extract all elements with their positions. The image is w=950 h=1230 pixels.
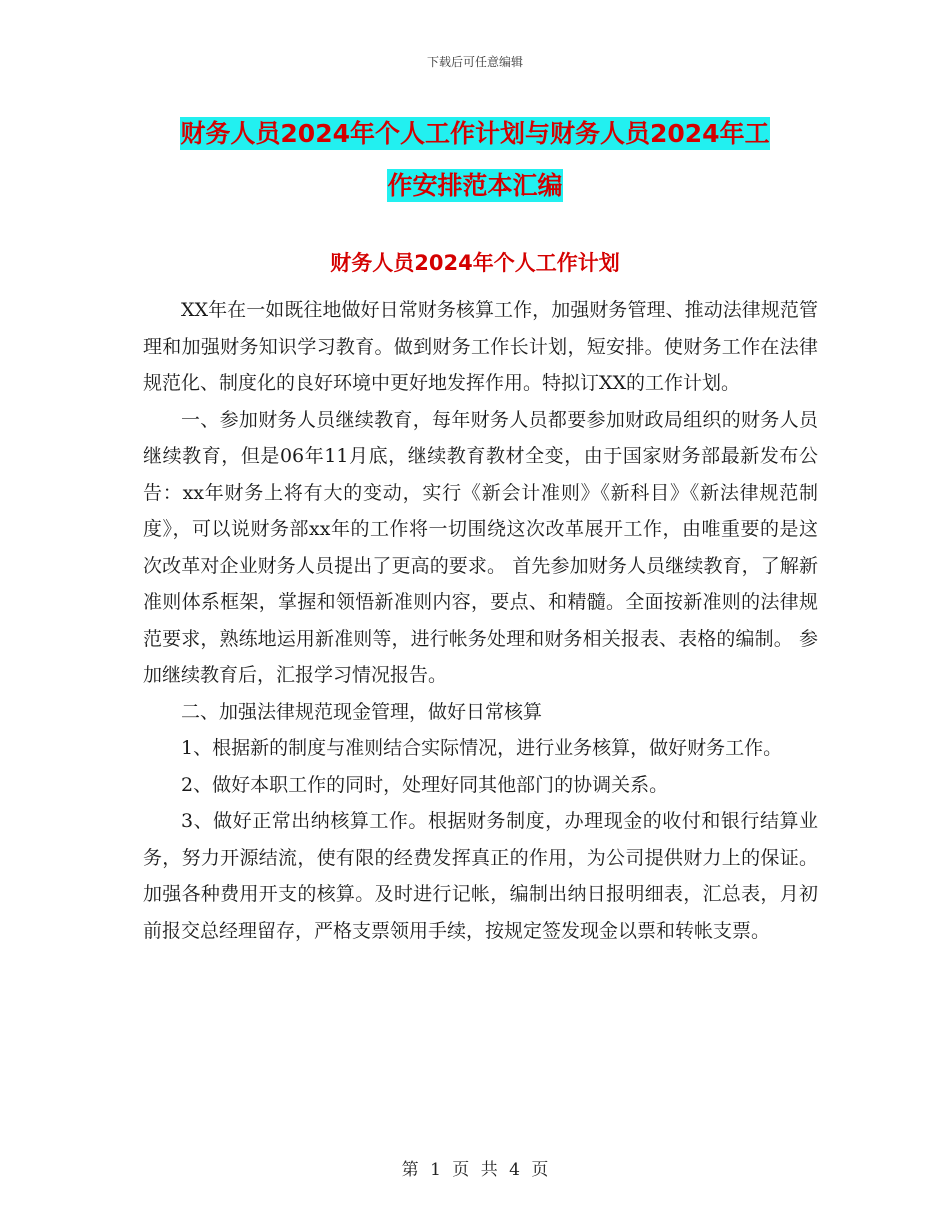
page-footer: 第 1 页 共 4 页 [401, 1160, 549, 1180]
section-title: 财务人员2024年个人工作计划 [330, 251, 620, 275]
paragraph-sub-3: 3、做好正常出纳核算工作。根据财务制度，办理现金的收付和银行结算业务，努力开源结流，使有限的经费发挥真正的作用，为公司提供财力上的保证。加强各种费用开支的核算。及时进行记帐，编制出纳日报明细表，汇总表，月初前报交总经理留存，严格支票领用手续，按规定签发现金以票和转帐支票。 [143, 810, 818, 942]
title-line-2: 作安排范本汇编 [387, 171, 563, 200]
title-line-1: 财务人员2024年个人工作计划与财务人员2024年工 [180, 119, 770, 148]
paragraph-sub-1: 1、根据新的制度与准则结合实际情况，进行业务核算，做好财务工作。 [181, 737, 783, 759]
paragraph-item-2-heading: 二、加强法律规范现金管理，做好日常核算 [181, 700, 543, 723]
header-note: 下载后可任意编辑 [426, 55, 523, 69]
paragraph-intro: XX年在一如既往地做好日常财务核算工作，加强财务管理、推动法律规范管理和加强财务知识学习教育。做到财务工作长计划，短安排。使财务工作在法律规范化、制度化的良好环境中更好地发挥作用。特拟订XX的工作计划。 [143, 299, 818, 394]
paragraph-item-1: 一、参加财务人员继续教育，每年财务人员都要参加财政局组织的财务人员继续教育，但是06年11月底，继续教育教材全变，由于国家财务部最新发布公告：xx年财务上将有大的变动，实行《新会计准则》《新科目》《新法律规范制度》，可以说财务部xx年的工作将一切围绕这次改革展开工作，由唯重要的是这次改革对企业财务人员提出了更高的要求。 首先参加财务人员继续教育，了解新准则体系框架，掌握和领悟新准则内容，要点、和精髓。全面按新准则的法律规范要求，熟练地运用新准则等，进行帐务处理和财务相关报表、表格的编制。 参加继续教育后，汇报学习情况报告。 [143, 408, 818, 686]
paragraph-sub-2: 2、做好本职工作的同时，处理好同其他部门的协调关系。 [181, 773, 669, 796]
body-text [143, 292, 818, 949]
document-title [140, 108, 810, 212]
